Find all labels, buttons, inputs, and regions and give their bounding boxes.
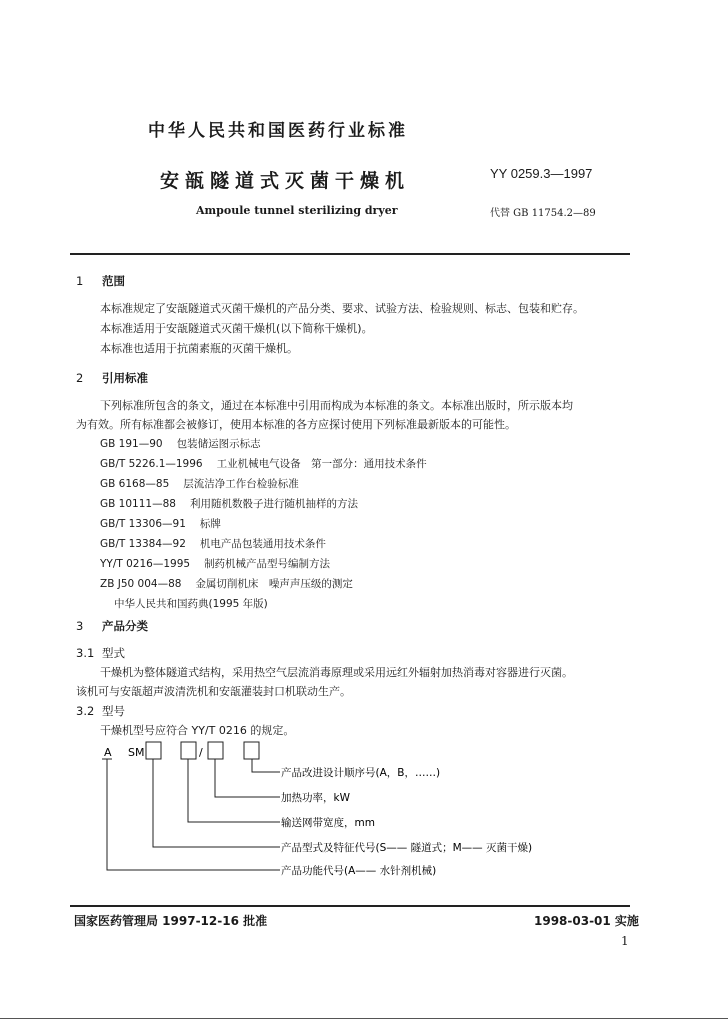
reference-item: GB/T 5226.1—1996 工业机械电气设备 第一部分：通用技术条件 <box>100 458 427 470</box>
label-heating-power: 加热功率，kW <box>281 792 350 804</box>
section-title: 产品分类 <box>102 619 148 633</box>
standard-title: 安瓿隧道式灭菌干燥机 <box>160 170 411 192</box>
code-box-width <box>181 742 196 759</box>
section-title: 引用标准 <box>102 371 148 385</box>
implementation-date: 1998-03-01 实施 <box>534 914 639 928</box>
reference-item: GB/T 13384—92 机电产品包装通用技术条件 <box>100 538 326 550</box>
reference-item: YY/T 0216—1995 制药机械产品型号编制方法 <box>100 558 331 570</box>
reference-item: ZB J50 004—88 金属切削机床 噪声声压级的测定 <box>100 578 353 590</box>
model-prefix-a: A <box>104 746 112 759</box>
paragraph: 下列标准所包含的条文，通过在本标准中引用而构成为本标准的条文。本标准出版时，所示版本均 <box>100 399 573 412</box>
standard-number: YY 0259.3—1997 <box>490 166 593 181</box>
issuing-organization: 中华人民共和国医药行业标准 <box>148 121 408 141</box>
label-type-code: 产品型式及特征代号(S—— 隧道式；M—— 灭菌干燥) <box>281 842 533 854</box>
slash: / <box>199 746 203 759</box>
code-box-type <box>146 742 161 759</box>
page-number: 1 <box>621 934 629 948</box>
reference-item: 中华人民共和国药典(1995 年版) <box>114 598 268 610</box>
label-belt-width: 输送网带宽度，mm <box>281 817 375 829</box>
paragraph: 为有效。所有标准都会被修订，使用本标准的各方应探讨使用下列标准最新版本的可能性。 <box>76 418 516 431</box>
paragraph: 该机可与安瓿超声波清洗机和安瓿灌装封口机联动生产。 <box>76 685 351 698</box>
replaces-standard: 代替 GB 11754.2—89 <box>490 208 596 219</box>
section-title: 范围 <box>102 274 125 288</box>
approval-note: 国家医药管理局 1997-12-16 批准 <box>74 914 268 928</box>
section-number: 2 <box>76 371 84 385</box>
paragraph: 干燥机型号应符合 YY/T 0216 的规定。 <box>100 724 295 737</box>
label-revision: 产品改进设计顺序号(A，B，……) <box>281 767 441 779</box>
reference-item: GB/T 13306—91 标牌 <box>100 518 221 530</box>
reference-item: GB 6168—85 层流洁净工作台检验标准 <box>100 478 299 490</box>
subsection-3-2-heading: 3.2 型号 <box>76 704 125 718</box>
reference-item: GB 191—90 包装储运图示标志 <box>100 438 261 450</box>
code-box-revision <box>244 742 259 759</box>
reference-item: GB 10111—88 利用随机数骰子进行随机抽样的方法 <box>100 498 358 510</box>
paragraph: 本标准也适用于抗菌素瓶的灭菌干燥机。 <box>100 342 298 355</box>
footer-divider <box>70 905 630 907</box>
english-title: Ampoule tunnel sterilizing dryer <box>196 204 398 217</box>
scan-edge-line <box>0 1018 728 1019</box>
paragraph: 本标准规定了安瓿隧道式灭菌干燥机的产品分类、要求、试验方法、检验规则、标志、包装和贮存。 <box>100 302 584 315</box>
section-number: 3 <box>76 619 84 633</box>
label-function-code: 产品功能代号(A—— 水针剂机械) <box>281 865 437 877</box>
model-prefix-sm: SM <box>128 746 145 759</box>
paragraph: 干燥机为整体隧道式结构，采用热空气层流消毒原理或采用远红外辐射加热消毒对容器进行灭菌。 <box>100 666 573 679</box>
paragraph: 本标准适用于安瓿隧道式灭菌干燥机(以下简称干燥机)。 <box>100 322 373 335</box>
subsection-3-1-heading: 3.1 型式 <box>76 646 125 660</box>
code-box-power <box>208 742 223 759</box>
section-number: 1 <box>76 274 84 288</box>
